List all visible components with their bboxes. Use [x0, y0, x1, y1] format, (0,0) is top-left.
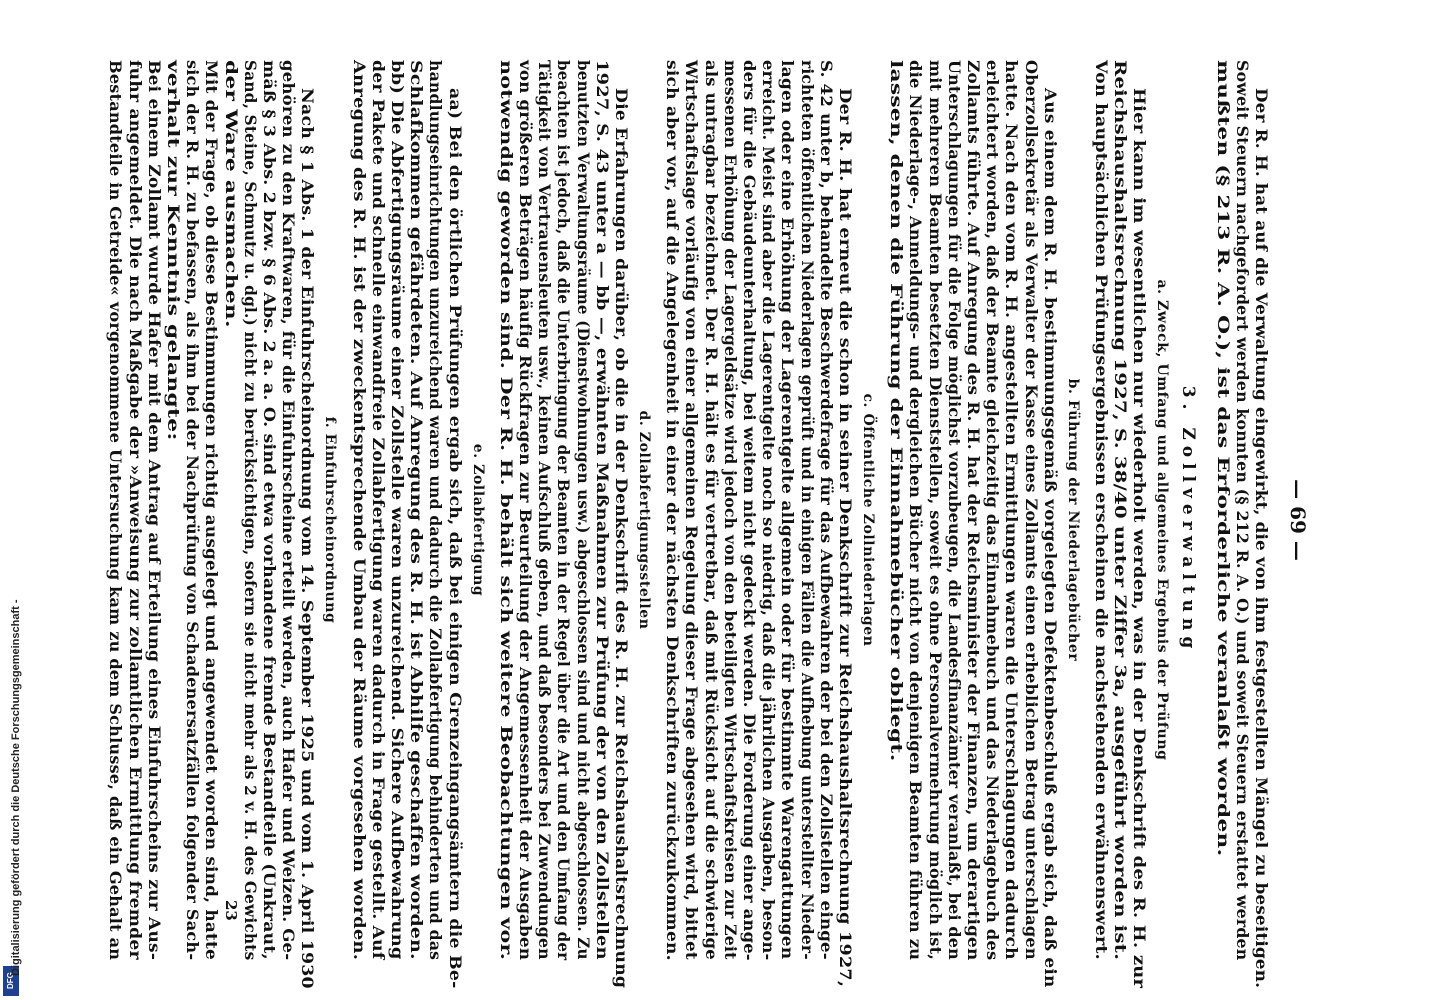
- section-b-lines-line: mit mehreren Beamten besetzten Dienststellen, soweit es ohne Personalvermehrung möglich ist,: [925, 60, 945, 961]
- section-title: 3. Zollverwaltung: [1178, 385, 1199, 655]
- section-e-lines-line: handlungseinrichtungen unzureichend waren und dadurch die Zollabfertigung behinderten und das: [426, 60, 446, 961]
- section-f-lines-line: Mit der Frage, ob diese Bestimmungen richtig ausgelegt und angewendet worden sind, hatte: [202, 60, 222, 960]
- page-number: — 69 —: [1286, 479, 1310, 561]
- section-d-lines-line: Tätigkeit von Vertrauensleuten usw., keinen Aufschluß geben, und daß besonders bei Zuwendungen: [535, 60, 555, 960]
- section-f-lines-line: Bestandteile in Getreide« vorgenommene Untersuchung kam zu dem Schlusse, daß ein Gehalt an: [106, 60, 126, 961]
- section-e-lines-line: Anregung des R. H. ist der zweckentsprechende Umbau der Räume vorgesehen worden.: [349, 60, 369, 961]
- section-b-title: b. Führung der Niederlagebücher: [1064, 378, 1081, 662]
- section-a-lines-line: Von hauptsächlichen Prüfungsergebnissen erscheinen die nachstehenden erwähnenswert.: [1092, 60, 1111, 960]
- section-f-lines-line: Sand, Steine, Schmutz u. dgl.) nicht zu berücksichtigen, sofern sie nicht mehr als 2 v. H. des Gewichts: [240, 60, 260, 961]
- section-c-lines-line: als untragbar bezeichnet. Der R. H. hält es für vertretbar, daß mit Rücksicht auf die schwierige: [701, 60, 721, 960]
- section-b-lines-line: lassen, denen die Führung der Einnahmebücher obliegt.: [887, 60, 907, 762]
- section-b-lines-line: die Niederlage-, Anmeldungs- und dergleichen Bücher nicht von denjenigen Beamten führen zu: [906, 60, 926, 961]
- section-d-lines-line: notwendig geworden sind. Der R. H. behält sich weitere Beobachtungen vor.: [496, 60, 516, 961]
- intro-lines-line: Soweit Steuern nachgefordert werden konnten (§ 212 R. A. O.) und soweit Steuern erstattet werden: [1232, 60, 1252, 961]
- section-f-lines-line: sich der R. H. zu befassen, als ihm bei der Nachprüfung von Schadenersatzfällen folgender Sach-: [183, 60, 203, 961]
- section-e-lines-line: aa) Bei den örtlichen Prüfungen ergab sich, daß bei einigen Grenzeingangsämtern die Be-: [445, 88, 465, 989]
- section-a-lines-line: Reichshaushaltsrechnung 1927, S. 38/40 unter Ziffer 3a, ausgeführt worden ist.: [1111, 60, 1131, 961]
- section-b-lines-line: Zollamts führte. Auf Anregung des R. H. hat der Reichsminister der Finanzen, um derartigen: [964, 60, 983, 961]
- section-c-lines-line: Wirtschaftslage vorläufig von einer allgemeinen Regelung dieser Frage abgesehen wird, bittet: [682, 60, 702, 960]
- section-d-lines-line: beachten ist jedoch, daß die Unterbringung der Beamten in der Regel über die Art und den Umfang der: [554, 60, 574, 961]
- section-d-lines-line: Die Erfahrungen darüber, ob die in der Denkschrift des R. H. zur Reichshaushaltsrechnung: [612, 88, 631, 989]
- section-b-lines-line: erleichtert worden, daß der Beamte gleichzeitig das Einnahmebuch und das Niederlagebuch des: [983, 60, 1003, 961]
- section-c-lines-line: sich aber vor, auf die Angelegenheit in einer der nächsten Denkschriften zurückzukommen.: [663, 60, 683, 961]
- section-d-lines-line: benutzten Verwaltungsräume (Dienstwohnungen usw.) abgeschlossen sind und nicht abgeschlossen. Zu: [573, 60, 593, 960]
- section-b-lines-line: hatte. Nach den vom R. H. angestellten Ermittlungen waren die Unterschlagungen dadurch: [1002, 60, 1022, 960]
- section-b-lines-line: Oberzollsekretär als Verwalter der Kasse eines Zollamts einen erheblichen Betrag unterschlagen: [1021, 60, 1041, 960]
- section-f-lines-line: Nach § 1 Abs. 1 der Einfuhrscheinordnung vom 14. September 1925 und vom 1. April 1930: [298, 88, 318, 989]
- section-c-lines-line: erreicht. Meist sind aber die Lagerentgelte noch so niedrig, daß die jährlichen Ausgaben, beson-: [759, 60, 779, 961]
- section-f-lines-line: verhalt zur Kenntnis gelangte:: [164, 60, 183, 441]
- section-e-title: e. Zollabfertigung: [469, 443, 486, 597]
- section-f-lines-line: mäß § 3 Abs. 2 bzw. § 6 Abs. 2 a. a. O. sind etwa vorhandene fremde Bestandteile (Unkraut,: [260, 60, 279, 960]
- section-c-lines-line: ders für die Gebäudeunterhaltung, bei weitem nicht gedeckt werden. Die Forderung einer ange-: [740, 60, 759, 961]
- section-c-lines-line: richteten öffentlichen Niederlagen geprüft und in einigen Fällen die Aufhebung unterstellter Nieder-: [797, 60, 817, 960]
- footer-credit-text: Digitalisierung gefördert durch die Deutsche Forschungsgemeinschaft -: [10, 599, 22, 976]
- section-f-lines-line: gehören zu den Kraftwaren, für die Einfuhrscheine erteilt werden, auch Hafer und Weizen. Ge-: [279, 60, 299, 961]
- intro-lines-line: Der R. H. hat auf die Verwaltung eingewirkt, die von ihm festgestellten Mängel zu beseitigen.: [1252, 88, 1271, 989]
- intro-lines-line: mußten (§ 213 R. A. O.), ist das Erforderliche veranlaßt worden.: [1213, 60, 1233, 857]
- section-e-lines-line: bb) Die Abfertigungsräume einer Zollstelle waren unzureichend. Sichere Aufbewahrung: [388, 60, 407, 960]
- section-c-lines-line: S. 42 unter b, behandelte Beschwerdefrage für das Aufbewahren der bei den Zollstellen einge-: [816, 60, 836, 960]
- section-d-title: d. Zollabfertigungsstellen: [636, 410, 652, 630]
- section-c-lines-line: Der R. H. hat erneut die schon in seiner Denkschrift zur Reichshaushaltsrechnung 1927,: [836, 88, 855, 988]
- section-f-lines-line: Bei einem Zollamt wurde Hafer mit dem Antrag auf Erteilung eines Einfuhrscheins zur Aus-: [144, 60, 164, 961]
- section-f-lines-line: fuhr angemeldet. Die nach Maßgabe der »Anweisung zur zollamtlichen Ermittlung fremder: [125, 60, 145, 960]
- section-e-lines-line: der Pakete und schnelle einwandfreie Zollabfertigung waren dadurch in Frage gestellt. Auf: [368, 60, 388, 960]
- section-b-lines-line: Unterschlagungen für die Folge möglichst vorzubeugen, die Landesfinanzämter veranlaßt, bei den: [944, 60, 964, 960]
- section-a-title: a. Zweck, Umfang und allgemeines Ergebnis der Prüfung: [1154, 279, 1171, 761]
- dfg-logo: DFG: [3, 966, 19, 996]
- section-c-lines-line: messenen Erhöhung der Lagergeldsätze wird jedoch von den beteiligten Wirtschaftskreisen zur Zeit: [720, 60, 740, 960]
- section-d-lines-line: 1927, S. 43 unter a — bb —, erwähnten Maßnahmen zur Prüfung der von den Zollstellen: [592, 60, 612, 960]
- section-d-lines-line: von größeren Beträgen häufig Rückfragen zur Beurteilung der Angemessenheit der Ausgaben: [516, 60, 535, 961]
- section-c-title: c. Öffentliche Zollniederlagen: [860, 393, 876, 647]
- digitization-footer: [0, 0, 24, 1000]
- section-f-title: f. Einfuhrscheinordnung: [322, 416, 339, 624]
- rotated-document-page: [106, 60, 1310, 989]
- section-e-lines-line: Schlafkommen gefährdeten. Auf Anregung des R. H. ist Abhilfe geschaffen worden.: [407, 60, 427, 960]
- section-b-lines-line: Aus einem dem R. H. bestimmungsgemäß vorgelegten Defektenbeschluß ergab sich, daß ein: [1040, 88, 1060, 988]
- printer-signature: 23: [222, 900, 240, 921]
- section-c-lines-line: lagen oder eine Erhöhung der Lagerentgelte allgemein oder für bestimmte Warengattungen: [778, 60, 798, 960]
- section-a-lines-line: Hier kann im wesentlichen nur wiederholt werden, was in der Denkschrift des R. H. zur: [1130, 88, 1150, 989]
- section-f-lines-line: der Ware ausmachen.: [221, 60, 241, 328]
